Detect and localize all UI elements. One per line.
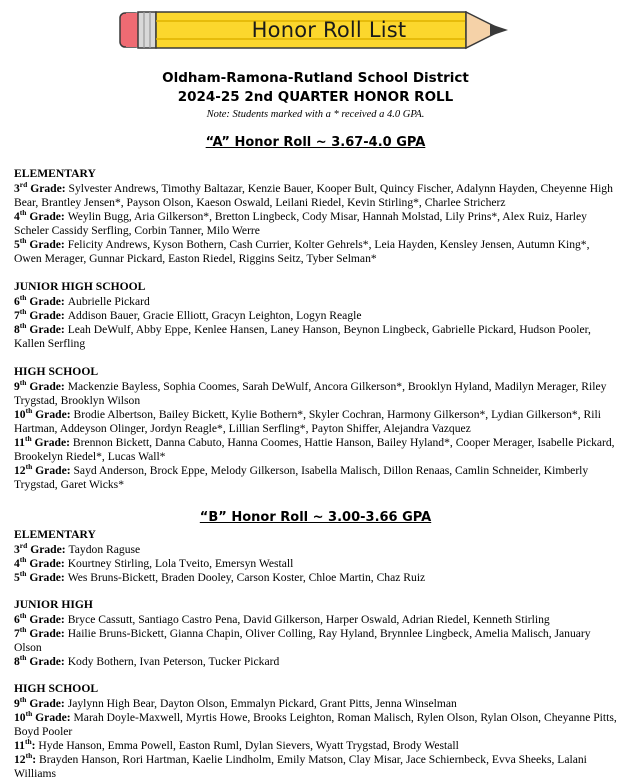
student-names: Leah DeWulf, Abby Eppe, Kenlee Hansen, Laney Hanson, Beynon Lingbeck, Gabrielle Pickard, Hudson Pooler, Kallen Serfling	[14, 323, 591, 350]
student-names: Marah Doyle-Maxwell, Myrtis Howe, Brooks Leighton, Roman Malisch, Rylen Olson, Rylan Olson, Cheyanne Pitts, Boyd Pooler	[14, 711, 617, 738]
b-high-school-section	[14, 682, 620, 781]
student-names: Aubrielle Pickard	[67, 295, 150, 308]
grade-label: 5th Grade:	[14, 236, 68, 251]
grade-row	[14, 627, 620, 655]
district-name: Oldham-Ramona-Rutland School District	[162, 70, 469, 86]
grade-row	[14, 408, 620, 436]
grade-row	[14, 323, 620, 351]
section-heading: JUNIOR HIGH SCHOOL	[14, 280, 146, 293]
grade-row	[14, 697, 620, 711]
student-names: Mackenzie Bayless, Sophia Coomes, Sarah DeWulf, Ancora Gilkerson*, Brooklyn Hyland, Madilyn Merager, Riley Trygstad, Brooklyn Wilson	[14, 380, 607, 407]
grade-row	[14, 182, 620, 210]
grade-label: 8th Grade:	[14, 653, 68, 668]
student-names: Brennon Bickett, Danna Cabuto, Hanna Coomes, Hattie Hanson, Bailey Hyland*, Cooper Merager, Isabelle Pickard, Brookelyn Riedel*, Lucas Wall*	[14, 436, 615, 463]
student-names: Weylin Bugg, Aria Gilkerson*, Bretton Lingbeck, Cody Misar, Hannah Molstad, Lily Prins*, Alex Ruiz, Harley Scheler Cassidy Serfling, Corbin Tanner, Milo Werre	[14, 210, 587, 237]
a-high-school-section	[14, 365, 620, 492]
student-names: Wes Bruns-Bickett, Braden Dooley, Carson Koster, Chloe Martin, Chaz Ruiz	[67, 571, 426, 584]
a-junior-high-section	[14, 280, 620, 351]
student-names: Hailie Bruns-Bickett, Gianna Chapin, Oliver Colling, Ray Hyland, Brynnlee Lingbeck, Amelia Malisch, January Olson	[14, 627, 591, 654]
grade-label: 5th Grade:	[14, 569, 68, 584]
grade-label: 7th Grade:	[14, 625, 68, 640]
grade-label: 3rd Grade:	[14, 541, 69, 556]
grade-label: 7th Grade:	[14, 307, 68, 322]
grade-label: 4th Grade:	[14, 208, 68, 223]
grade-label: 12th Grade:	[14, 462, 74, 477]
gpa-note: Note: Students marked with a * received a 4.0 GPA.	[206, 109, 425, 120]
student-names: Bryce Cassutt, Santiago Castro Pena, David Gilkerson, Harper Oswald, Adrian Riedel, Kenneth Stirling	[67, 613, 550, 626]
grade-label: 3rd Grade:	[14, 180, 69, 195]
grade-row	[14, 295, 620, 309]
section-heading: HIGH SCHOOL	[14, 682, 99, 695]
term-title: 2024-25 2nd QUARTER HONOR ROLL	[177, 89, 454, 105]
grade-row	[14, 380, 620, 408]
student-names: Felicity Andrews, Kyson Bothern, Cash Currier, Kolter Gehrels*, Leia Hayden, Kensley Jensen, Autumn King*, Owen Merager, Gunnar Pickard, Easton Riedel, Riggins Seitz, Tyber Selman*	[14, 238, 590, 265]
section-heading: HIGH SCHOOL	[14, 365, 99, 378]
a-honor-roll-title: “A” Honor Roll ~ 3.67-4.0 GPA	[205, 135, 426, 150]
grade-row	[14, 309, 620, 323]
grade-row	[14, 238, 620, 266]
grade-row	[14, 739, 620, 753]
grade-row	[14, 571, 620, 585]
section-heading: ELEMENTARY	[14, 167, 96, 180]
grade-row	[14, 210, 620, 238]
grade-row	[14, 711, 620, 739]
grade-label: 9th Grade:	[14, 695, 68, 710]
grade-row	[14, 543, 620, 557]
grade-label: 8th Grade:	[14, 321, 68, 336]
student-names: Jaylynn High Bear, Dayton Olson, Emmalyn Pickard, Grant Pitts, Jenna Winselman	[67, 697, 457, 710]
grade-row	[14, 436, 620, 464]
grade-row	[14, 464, 620, 492]
grade-label: 11th:	[14, 737, 39, 752]
b-junior-high-section	[14, 598, 620, 669]
grade-label: 10th Grade:	[14, 709, 74, 724]
grade-label: 6th Grade:	[14, 293, 68, 308]
student-names: Hyde Hanson, Emma Powell, Easton Ruml, Dylan Sievers, Wyatt Trygstad, Brody Westall	[38, 739, 459, 752]
section-heading: JUNIOR HIGH	[14, 598, 93, 611]
section-heading: ELEMENTARY	[14, 528, 96, 541]
grade-label: 12th:	[14, 751, 40, 766]
student-names: Taydon Raguse	[68, 543, 141, 556]
grade-row	[14, 557, 620, 571]
pencil-banner	[118, 11, 510, 51]
grade-label: 6th Grade:	[14, 611, 68, 626]
b-elementary-section	[14, 528, 620, 585]
student-names: Brayden Hanson, Rori Hartman, Kaelie Lindholm, Emily Matson, Clay Misar, Jace Schiernbeck, Evva Sheeks, Lalani Williams	[14, 753, 587, 780]
student-names: Kody Bothern, Ivan Peterson, Tucker Pickard	[67, 655, 280, 668]
student-names: Kourtney Stirling, Lola Tveito, Emersyn Westall	[67, 557, 294, 570]
a-elementary-section	[14, 167, 620, 266]
grade-row	[14, 613, 620, 627]
student-names: Sayd Anderson, Brock Eppe, Melody Gilkerson, Isabella Malisch, Dillon Renaas, Camlin Schneider, Kimberly Trygstad, Garet Wicks*	[14, 464, 589, 491]
grade-label: 4th Grade:	[14, 555, 68, 570]
student-names: Addison Bauer, Gracie Elliott, Gracyn Leighton, Logyn Reagle	[67, 309, 362, 322]
student-names: Sylvester Andrews, Timothy Baltazar, Kenzie Bauer, Kooper Bult, Quincy Fischer, Adalynn Hayden, Cheyenne High Bear, Brantley Jensen*, Payson Olson, Kaeson Oswald, Leilani Riedel, Kevin Stirling*, Charlee Stricherz	[14, 182, 613, 209]
grade-label: 11th Grade:	[14, 434, 73, 449]
grade-label: 10th Grade:	[14, 406, 74, 421]
banner-title: Honor Roll List	[251, 18, 407, 42]
student-names: Brodie Albertson, Bailey Bickett, Kylie Bothern*, Skyler Cochran, Harmony Gilkerson*, Lydian Gilkerson*, Rili Hartman, Addeyson Olinger, Jordyn Reagle*, Lillian Serfling*, Payton Shiffer, Alejandra Vazquez	[14, 408, 601, 435]
grade-row	[14, 655, 620, 669]
grade-label: 9th Grade:	[14, 378, 68, 393]
b-honor-roll-title: “B” Honor Roll ~ 3.00-3.66 GPA	[199, 510, 432, 525]
